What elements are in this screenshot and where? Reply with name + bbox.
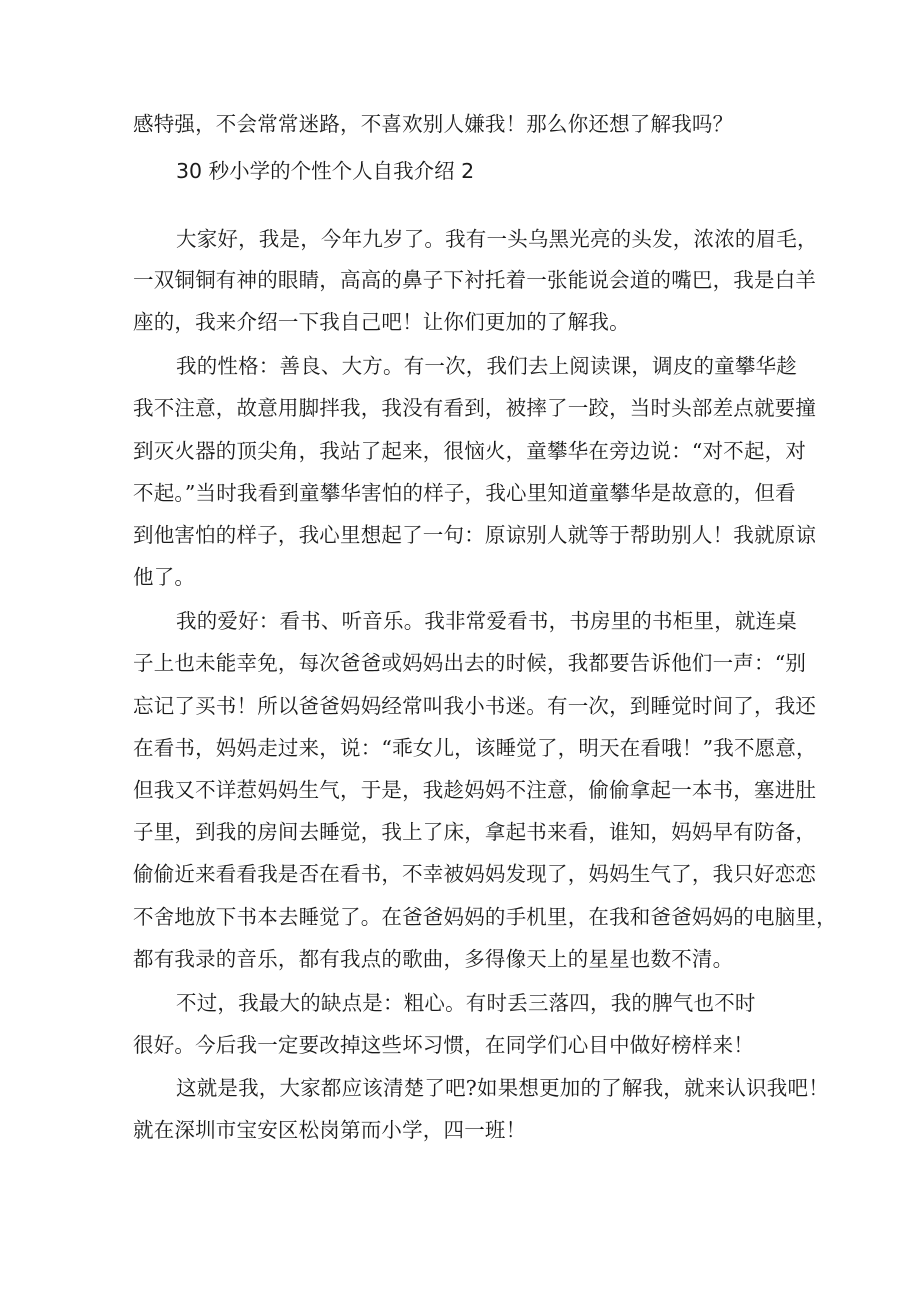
paragraph-line: 子里，到我的房间去睡觉，我上了床，拿起书来看，谁知，妈妈早有防备， xyxy=(133,820,817,844)
paragraph-line: 不舍地放下书本去睡觉了。在爸爸妈妈的手机里，在我和爸爸妈妈的电脑里， xyxy=(133,905,837,929)
paragraph-line: 我的爱好：看书、听音乐。我非常爱看书，书房里的书柜里，就连桌 xyxy=(176,609,797,633)
paragraph-line: 不起。”当时我看到童攀华害怕的样子，我心里知道童攀华是故意的，但看 xyxy=(133,481,796,505)
paragraph-line: 到他害怕的样子，我心里想起了一句：原谅别人就等于帮助别人！我就原谅 xyxy=(133,523,817,547)
paragraph-line: 座的，我来介绍一下我自己吧！让你们更加的了解我。 xyxy=(133,310,630,334)
paragraph-line: 很好。今后我一定要改掉这些坏习惯，在同学们心目中做好榜样来！ xyxy=(133,1033,754,1057)
paragraph-line: 我的性格：善良、大方。有一次，我们去上阅读课，调皮的童攀华趁 xyxy=(176,354,797,378)
paragraph-line: 在看书，妈妈走过来，说：“乖女儿，该睡觉了，明天在看哦！”我不愿意， xyxy=(133,736,817,760)
paragraph-line: 就在深圳市宝安区松岗第而小学，四一班！ xyxy=(133,1118,527,1142)
lead-in-line: 感特强，不会常常迷路，不喜欢别人嫌我！那么你还想了解我吗？ xyxy=(133,112,734,136)
paragraph-line: 大家好，我是，今年九岁了。我有一头乌黑光亮的头发，浓浓的眉毛， xyxy=(176,227,818,251)
paragraph-line: 但我又不详惹妈妈生气，于是，我趁妈妈不注意，偷偷拿起一本书，塞进肚 xyxy=(133,778,817,802)
paragraph-line: 都有我录的音乐，都有我点的歌曲，多得像天上的星星也数不清。 xyxy=(133,947,734,971)
paragraph-line: 不过，我最大的缺点是：粗心。有时丢三落四，我的脾气也不时 xyxy=(176,991,756,1015)
paragraph-line: 到灭火器的顶尖角，我站了起来，很恼火，童攀华在旁边说：“对不起，对 xyxy=(133,439,807,463)
section-heading: 30 秒小学的个性个人自我介绍 2 xyxy=(176,159,475,183)
paragraph-line: 子上也未能幸免，每次爸爸或妈妈出去的时候，我都要告诉他们一声：“别 xyxy=(133,651,807,675)
paragraph-line: 他了。 xyxy=(133,565,196,589)
paragraph-line: 偷偷近来看看我是否在看书，不幸被妈妈发现了，妈妈生气了，我只好恋恋 xyxy=(133,862,817,886)
paragraph-line: 我不注意，故意用脚拌我，我没有看到，被摔了一跤，当时头部差点就要撞 xyxy=(133,396,817,420)
paragraph-line: 一双铜铜有神的眼睛，高高的鼻子下衬托着一张能说会道的嘴巴，我是白羊 xyxy=(133,268,817,292)
paragraph-line: 忘记了买书！所以爸爸妈妈经常叫我小书迷。有一次，到睡觉时间了，我还 xyxy=(133,694,817,718)
paragraph-line: 这就是我，大家都应该清楚了吧?如果想更加的了解我，就来认识我吧！ xyxy=(176,1076,829,1100)
